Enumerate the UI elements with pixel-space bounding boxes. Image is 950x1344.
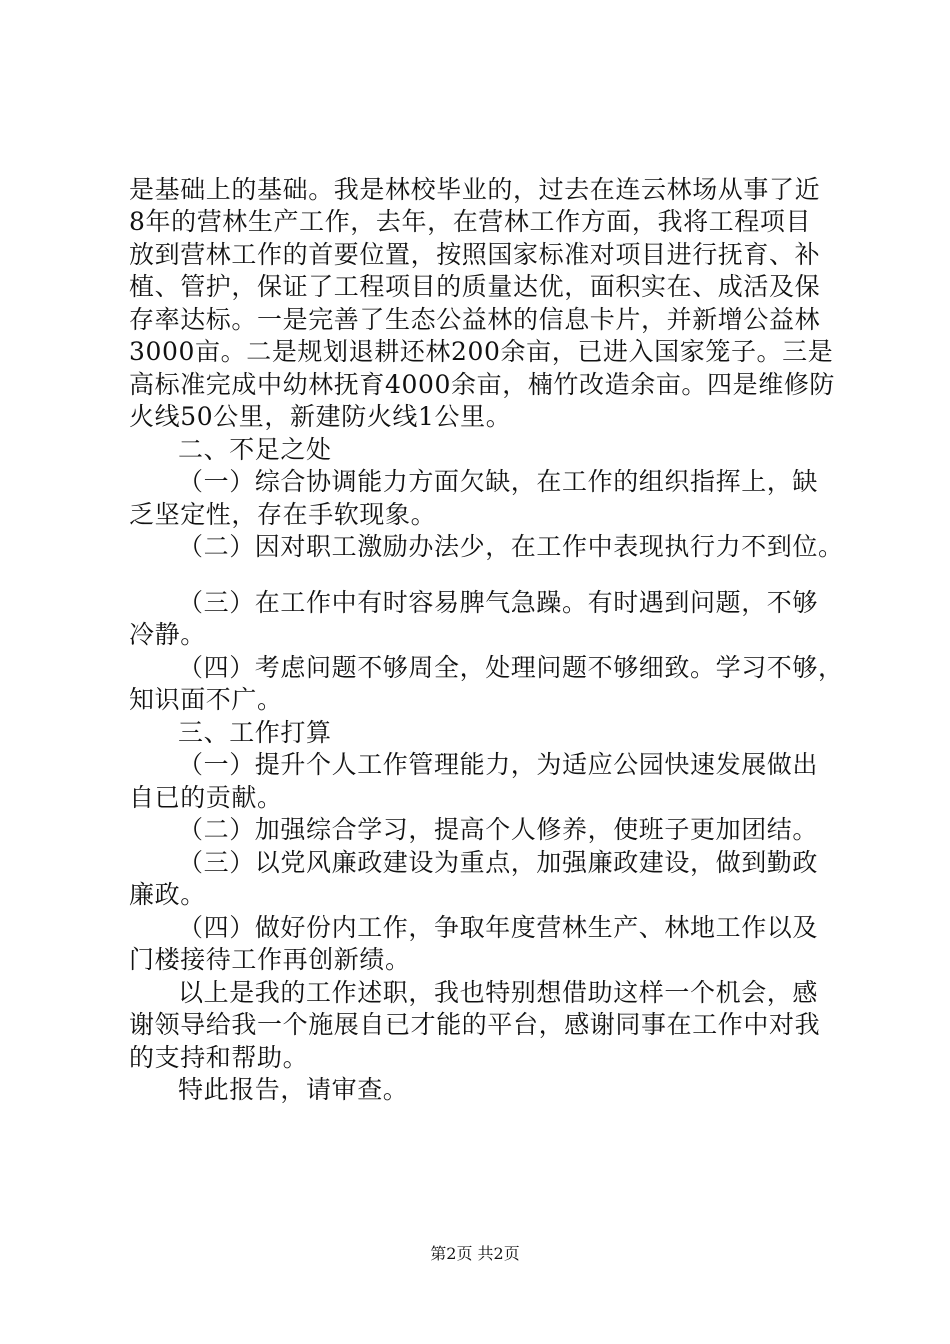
list-item-line: （三）以党风廉政建设为重点，加强廉政建设，做到勤政 xyxy=(178,848,819,877)
body-line: 8年的营林生产工作，去年，在营林工作方面，我将工程项目 xyxy=(129,207,812,236)
list-item-line: （一）综合协调能力方面欠缺，在工作的组织指挥上，缺 xyxy=(178,467,819,496)
section-heading-work-plan: 三、工作打算 xyxy=(178,718,332,747)
list-item-line: 冷静。 xyxy=(129,620,206,649)
list-item-line: （四）考虑问题不够周全，处理问题不够细致。学习不够， xyxy=(178,653,844,682)
body-line: 高标准完成中幼林抚育4000余亩，楠竹改造余亩。四是维修防 xyxy=(129,370,836,399)
body-line: 火线50公里，新建防火线1公里。 xyxy=(129,402,512,431)
list-item-line: （三）在工作中有时容易脾气急躁。有时遇到问题，不够 xyxy=(178,588,819,617)
list-item-line: 门楼接待工作再创新绩。 xyxy=(129,945,411,974)
closing-paragraph-line: 以上是我的工作述职，我也特别想借助这样一个机会，感 xyxy=(178,978,819,1007)
page-number-footer: 第2页 共2页 xyxy=(430,1244,520,1263)
body-line: 3000亩。二是规划退耕还林200余亩，已进入国家笼子。三是 xyxy=(129,337,834,366)
body-line: 存率达标。一是完善了生态公益林的信息卡片，并新增公益林 xyxy=(129,305,821,334)
closing-paragraph-line: 谢领导给我一个施展自已才能的平台，感谢同事在工作中对我 xyxy=(129,1010,821,1039)
list-item-line: 乏坚定性，存在手软现象。 xyxy=(129,500,437,529)
body-line: 是基础上的基础。我是林校毕业的，过去在连云林场从事了近 xyxy=(129,175,821,204)
list-item-line: （二）因对职工激励办法少，在工作中表现执行力不到位。 xyxy=(178,532,844,561)
body-line: 放到营林工作的首要位置，按照国家标准对项目进行抚育、补 xyxy=(129,240,821,269)
closing-statement: 特此报告，请审查。 xyxy=(178,1075,409,1104)
list-item-line: （一）提升个人工作管理能力，为适应公园快速发展做出 xyxy=(178,750,819,779)
section-heading-shortcomings: 二、不足之处 xyxy=(178,435,332,464)
body-line: 植、管护，保证了工程项目的质量达优，面积实在、成活及保 xyxy=(129,272,821,301)
closing-paragraph-line: 的支持和帮助。 xyxy=(129,1043,309,1072)
list-item-line: 知识面不广。 xyxy=(129,685,283,714)
list-item-line: 廉政。 xyxy=(129,880,206,909)
list-item-line: （二）加强综合学习，提高个人修养，使班子更加团结。 xyxy=(178,815,819,844)
list-item-line: 自已的贡献。 xyxy=(129,783,283,812)
list-item-line: （四）做好份内工作，争取年度营林生产、林地工作以及 xyxy=(178,913,819,942)
